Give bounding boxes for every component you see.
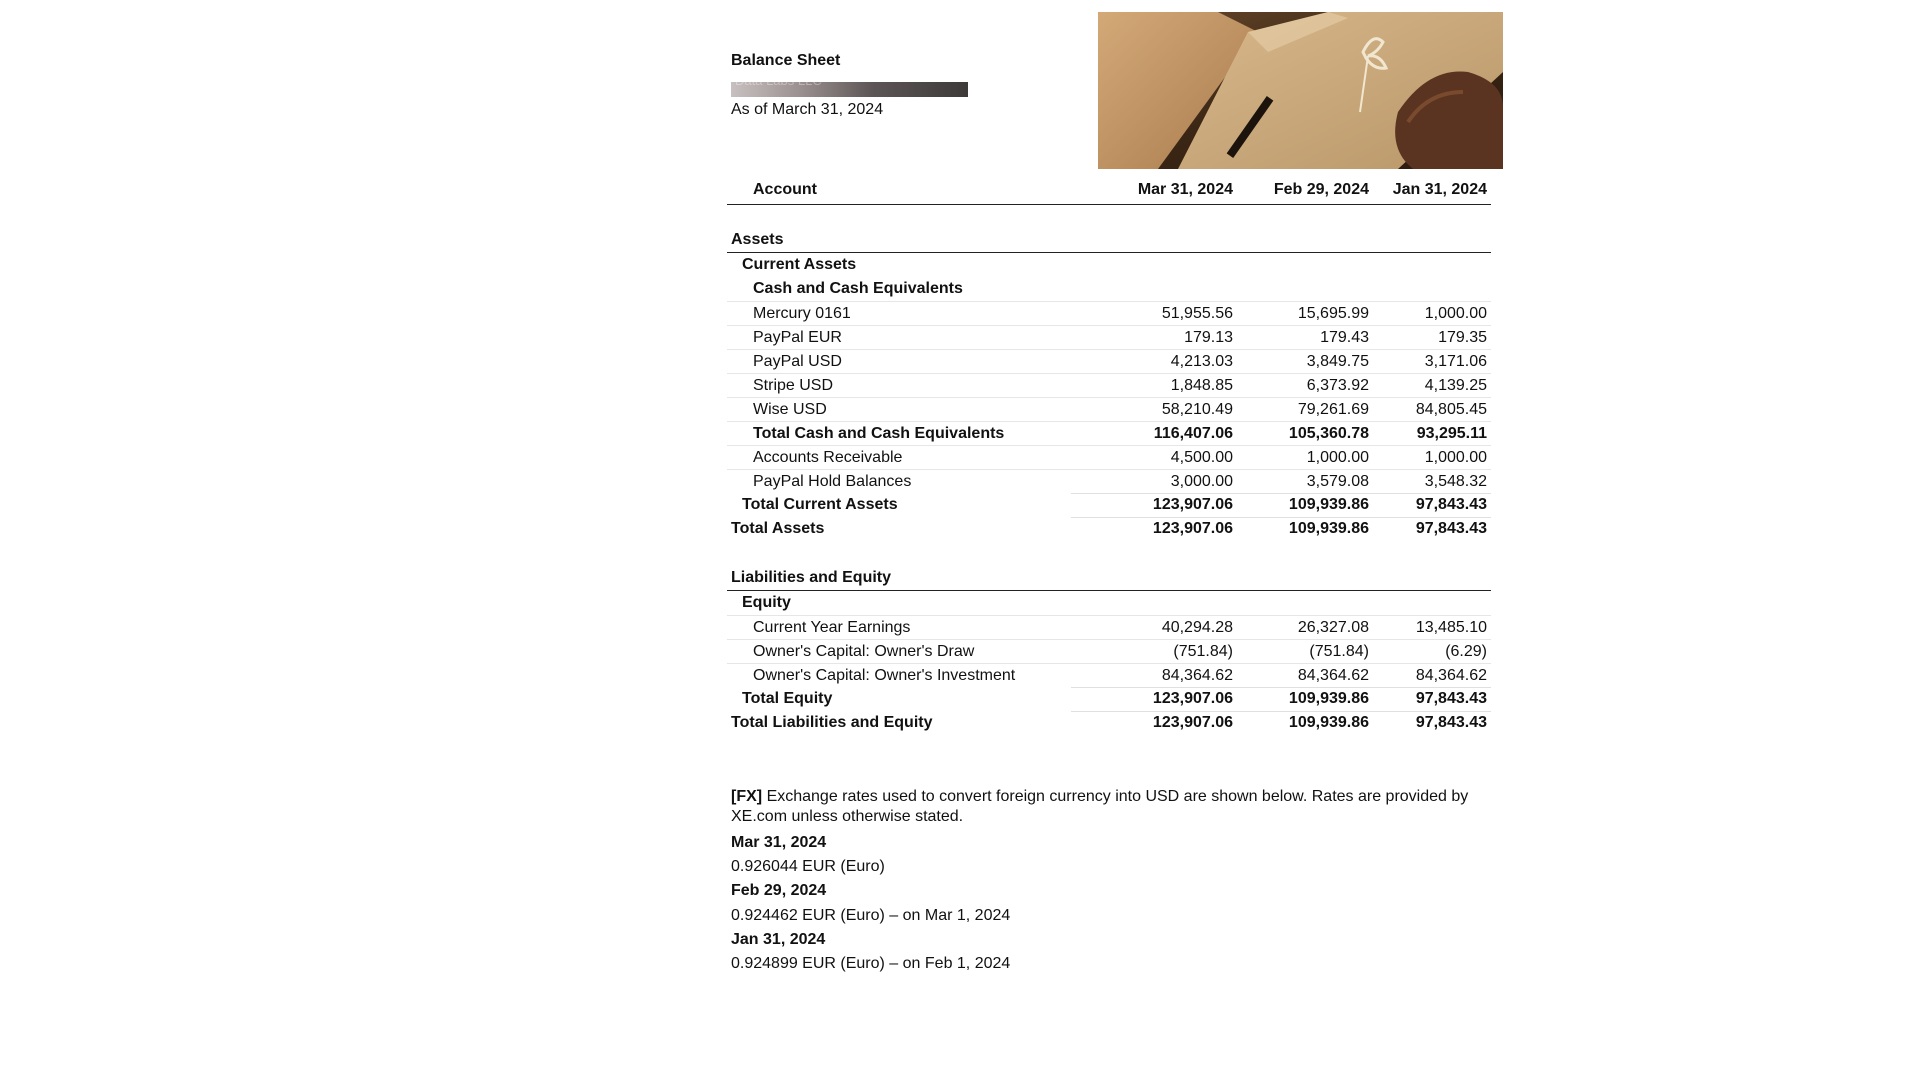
row-label: Owner's Capital: Owner's Investment	[753, 667, 1016, 684]
row-value-feb: 105,360.78	[1288, 425, 1369, 442]
row-value-mar: 123,907.06	[1152, 496, 1233, 513]
row-value-feb: (751.84)	[1309, 643, 1369, 660]
row-value-feb: 179.43	[1320, 329, 1369, 346]
table-row	[727, 615, 1491, 640]
row-value-jan: 1,000.00	[1424, 449, 1487, 466]
fx-rate: 0.924899 EUR (Euro) – on Feb 1, 2024	[731, 955, 1011, 972]
group-label: Current Assets	[742, 256, 857, 273]
col-header-feb: Feb 29, 2024	[1273, 181, 1369, 198]
row-label: PayPal EUR	[753, 329, 842, 346]
redacted-company-text: Data Labs LLC	[735, 73, 822, 88]
row-value-mar: 123,907.06	[1152, 690, 1233, 707]
total-row-equity	[727, 687, 1491, 711]
table-header	[727, 180, 1491, 205]
row-value-feb: 109,939.86	[1288, 714, 1369, 731]
fx-date: Feb 29, 2024	[731, 882, 827, 899]
fx-rate: 0.924462 EUR (Euro) – on Mar 1, 2024	[731, 907, 1011, 924]
total-rule	[1071, 711, 1491, 712]
row-value-jan: 13,485.10	[1415, 619, 1487, 636]
redacted-company-name	[731, 73, 968, 97]
row-value-mar: 84,364.62	[1161, 667, 1233, 684]
row-label: Total Cash and Cash Equivalents	[753, 425, 1005, 442]
row-label: Total Current Assets	[742, 496, 898, 513]
row-value-feb: 26,327.08	[1297, 619, 1369, 636]
group-cash	[727, 277, 1491, 301]
table-row	[727, 397, 1491, 422]
section-assets-title: Assets	[731, 231, 784, 248]
section-assets	[727, 228, 1491, 253]
row-value-jan: 3,548.32	[1424, 473, 1487, 490]
col-header-account: Account	[753, 181, 817, 198]
row-label: Total Equity	[742, 690, 833, 707]
row-value-jan: 97,843.43	[1415, 690, 1487, 707]
row-value-jan: 3,171.06	[1424, 353, 1487, 370]
row-label: Owner's Capital: Owner's Draw	[753, 643, 975, 660]
fx-note	[731, 787, 1471, 827]
table-row	[727, 445, 1491, 470]
table-row	[727, 373, 1491, 398]
row-value-jan: 1,000.00	[1424, 305, 1487, 322]
group-equity	[727, 591, 1491, 615]
header-photo	[1098, 12, 1503, 169]
row-value-jan: (6.29)	[1445, 643, 1487, 660]
row-value-mar: 3,000.00	[1170, 473, 1233, 490]
fx-date: Mar 31, 2024	[731, 834, 827, 851]
total-row-liabilities-equity	[727, 711, 1491, 735]
row-value-jan: 84,805.45	[1415, 401, 1487, 418]
row-value-jan: 97,843.43	[1415, 714, 1487, 731]
row-label: Stripe USD	[753, 377, 834, 394]
row-value-mar: 123,907.06	[1152, 520, 1233, 537]
col-header-mar: Mar 31, 2024	[1137, 181, 1233, 198]
row-value-jan: 4,139.25	[1424, 377, 1487, 394]
row-label: Total Assets	[731, 520, 825, 537]
row-value-feb: 79,261.69	[1297, 401, 1369, 418]
row-label: Accounts Receivable	[753, 449, 903, 466]
group-current-assets	[727, 253, 1491, 277]
row-value-jan: 97,843.43	[1415, 496, 1487, 513]
row-value-mar: 116,407.06	[1153, 425, 1233, 442]
fx-tag: [FX]	[731, 788, 763, 805]
row-value-jan: 97,843.43	[1415, 520, 1487, 537]
row-label: Current Year Earnings	[753, 619, 911, 636]
balance-sheet-page	[727, 0, 1507, 1080]
row-value-feb: 6,373.92	[1306, 377, 1369, 394]
col-header-jan: Jan 31, 2024	[1392, 181, 1487, 198]
total-rule	[1071, 517, 1491, 518]
fx-rate: 0.926044 EUR (Euro)	[731, 858, 885, 875]
row-value-feb: 84,364.62	[1297, 667, 1369, 684]
row-value-mar: 4,213.03	[1170, 353, 1233, 370]
row-value-mar: 51,955.56	[1161, 305, 1233, 322]
table-row	[727, 349, 1491, 374]
row-value-mar: 4,500.00	[1170, 449, 1233, 466]
row-value-mar: 40,294.28	[1161, 619, 1233, 636]
row-label: Total Liabilities and Equity	[731, 714, 933, 731]
section-liabilities-title: Liabilities and Equity	[731, 569, 892, 586]
row-label: PayPal Hold Balances	[753, 473, 912, 490]
table-row	[727, 469, 1491, 494]
row-value-jan: 93,295.11	[1416, 425, 1487, 442]
row-value-feb: 109,939.86	[1288, 520, 1369, 537]
row-label: PayPal USD	[753, 353, 842, 370]
row-value-jan: 179.35	[1438, 329, 1487, 346]
section-liabilities-equity	[727, 566, 1491, 591]
row-value-feb: 109,939.86	[1288, 496, 1369, 513]
total-row-assets	[727, 517, 1491, 541]
fx-note-text: Exchange rates used to convert foreign currency into USD are shown below. Rates are provided by XE.com unless otherwise stated.	[731, 788, 1469, 825]
total-row-current-assets	[727, 493, 1491, 517]
row-value-mar: 123,907.06	[1152, 714, 1233, 731]
row-value-mar: 179.13	[1184, 329, 1233, 346]
row-label: Mercury 0161	[753, 305, 851, 322]
table-row	[727, 325, 1491, 350]
group-label: Cash and Cash Equivalents	[753, 280, 963, 297]
row-value-mar: (751.84)	[1173, 643, 1233, 660]
row-value-feb: 3,579.08	[1306, 473, 1369, 490]
fx-date: Jan 31, 2024	[731, 931, 826, 948]
group-label: Equity	[742, 594, 791, 611]
table-row	[727, 639, 1491, 664]
total-row-cash	[727, 421, 1491, 446]
as-of-date: As of March 31, 2024	[731, 101, 884, 118]
row-value-mar: 1,848.85	[1170, 377, 1233, 394]
table-row	[727, 663, 1491, 688]
row-label: Wise USD	[753, 401, 827, 418]
row-value-feb: 3,849.75	[1306, 353, 1369, 370]
report-title: Balance Sheet	[731, 52, 841, 69]
table-row	[727, 301, 1491, 326]
total-rule	[1071, 687, 1491, 688]
row-value-feb: 1,000.00	[1306, 449, 1369, 466]
row-value-feb: 109,939.86	[1288, 690, 1369, 707]
row-value-feb: 15,695.99	[1297, 305, 1369, 322]
total-rule	[1071, 493, 1491, 494]
row-value-mar: 58,210.49	[1161, 401, 1233, 418]
row-value-jan: 84,364.62	[1415, 667, 1487, 684]
